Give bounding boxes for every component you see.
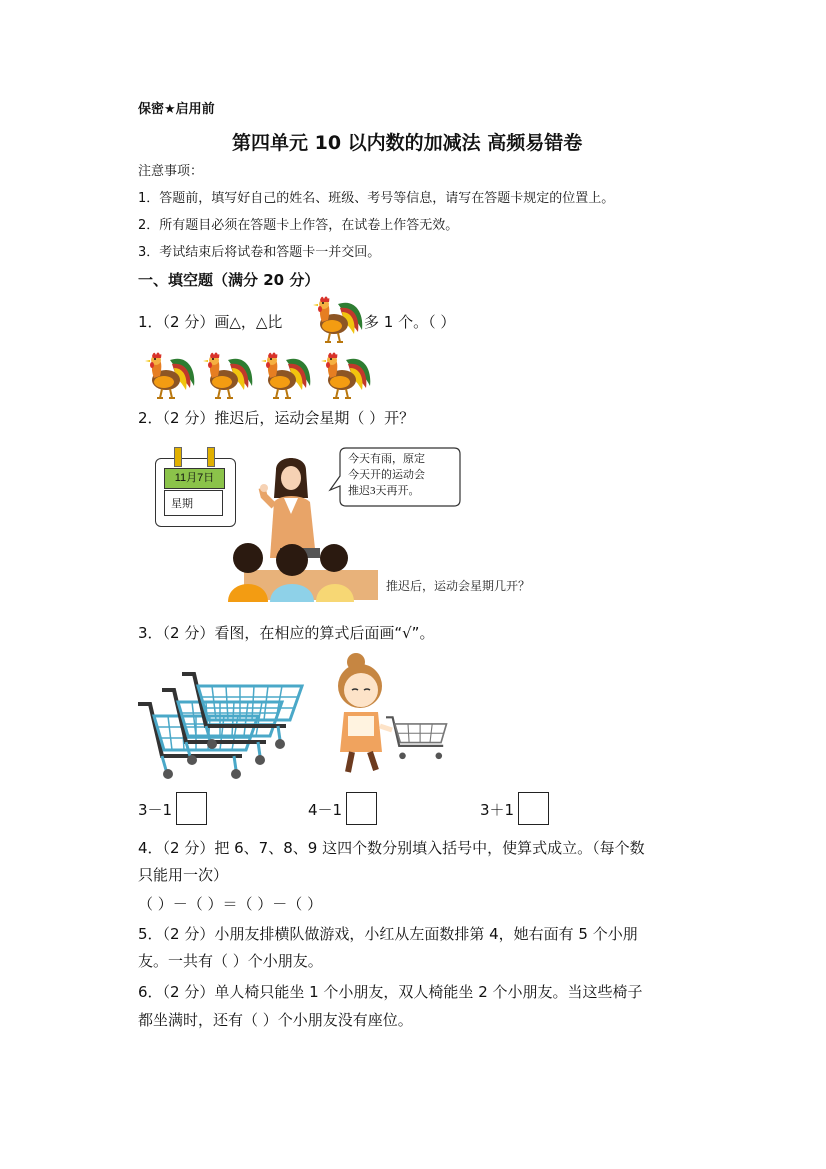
q1-rooster-icon bbox=[308, 296, 364, 344]
rooster-icon-3 bbox=[256, 352, 312, 400]
notice-item-3: 3．考试结束后将试卷和答题卡一并交回。 bbox=[138, 245, 381, 260]
calendar-ring-left bbox=[174, 447, 182, 467]
q4-text-line-1: 4．（2 分）把 6、7、8、9 这四个数分别填入括号中，使算式成立。（每个数 bbox=[138, 839, 645, 857]
q6-line-1: 6．（2 分）单人椅只能坐 1 个小朋友，双人椅能坐 2 个小朋友。当这些椅子 bbox=[138, 983, 643, 1001]
bubble-line-3: 推迟3天再开。 bbox=[348, 485, 420, 497]
girl-with-cart-illustration bbox=[330, 652, 450, 780]
section-heading: 一、填空题（满分 20 分） bbox=[138, 271, 320, 289]
q3-option-2-checkbox[interactable] bbox=[346, 792, 377, 825]
q3-option-3-text: 3＋1 bbox=[480, 801, 515, 819]
page-title: 第四单元 10 以内数的加减法 高频易错卷 bbox=[232, 132, 583, 154]
q1-prefix: 1．（2 分）画△，△比 bbox=[138, 313, 283, 331]
rooster-icon-2 bbox=[198, 352, 254, 400]
q3-option-2-text: 4－1 bbox=[308, 801, 343, 819]
calendar-ring-right bbox=[207, 447, 215, 467]
q2-caption: 推迟后，运动会星期几开？ bbox=[386, 579, 531, 593]
q2-text: 2．（2 分）推迟后，运动会星期（ ）开？ bbox=[138, 409, 415, 427]
notice-item-1: 1．答题前，填写好自己的姓名、班级、考号等信息，请写在答题卡规定的位置上。 bbox=[138, 191, 615, 206]
shopping-cart-icon-3 bbox=[182, 668, 312, 750]
q5-line-2: 友。一共有（ ）个小朋友。 bbox=[138, 952, 323, 970]
notice-heading: 注意事项： bbox=[138, 164, 204, 179]
q6-line-2: 都坐满时，还有（ ）个小朋友没有座位。 bbox=[138, 1011, 413, 1029]
children-illustration bbox=[226, 542, 376, 602]
notice-item-2: 2．所有题目必须在答题卡上作答，在试卷上作答无效。 bbox=[138, 218, 459, 233]
q3-text: 3．（2 分）看图，在相应的算式后面画“√”。 bbox=[138, 624, 435, 642]
calendar-weekday: 星期 bbox=[164, 490, 223, 516]
q3-option-3-checkbox[interactable] bbox=[518, 792, 549, 825]
confidential-label: 保密★启用前 bbox=[138, 102, 215, 117]
bubble-line-2: 今天开的运动会 bbox=[348, 469, 425, 481]
calendar-date: 11月7日 bbox=[164, 468, 225, 489]
q3-option-1-text: 3－1 bbox=[138, 801, 173, 819]
rooster-icon-4 bbox=[316, 352, 372, 400]
q3-option-1-checkbox[interactable] bbox=[176, 792, 207, 825]
q4-equation: （ ）－（ ）＝（ ）－（ ） bbox=[138, 895, 323, 913]
rooster-icon-1 bbox=[140, 352, 196, 400]
q5-line-1: 5．（2 分）小朋友排横队做游戏，小红从左面数排第 4，她右面有 5 个小朋 bbox=[138, 925, 638, 943]
bubble-line-1: 今天有雨，原定 bbox=[348, 453, 425, 465]
q4-text-line-2: 只能用一次） bbox=[138, 866, 229, 884]
q1-suffix: 多 1 个。（ ） bbox=[364, 313, 456, 331]
